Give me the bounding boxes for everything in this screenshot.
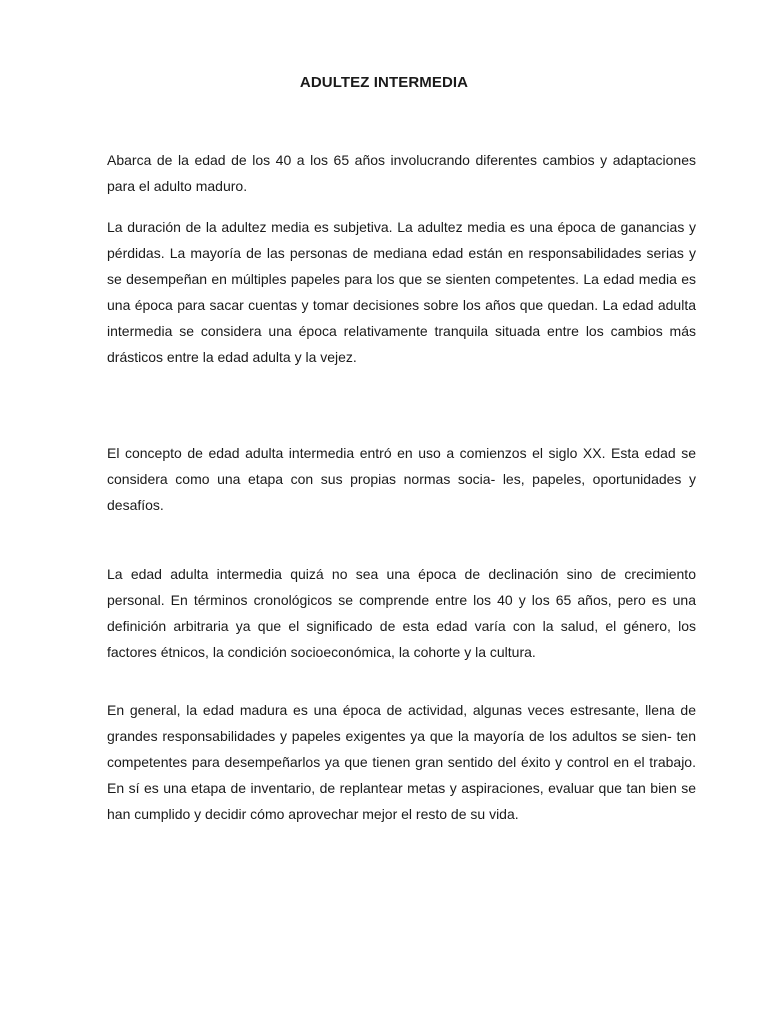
paragraph-duration: La duración de la adultez media es subjetiva. La adultez media es una época de ganancias y pérdidas. La mayoría de las personas de mediana edad están en responsabilidades serias y se desempeñan en múltiples papeles para los que se sienten competentes. La edad media es una época para sacar cuentas y tomar decisiones sobre los años que quedan. La edad adulta intermedia se considera una época relativamente tranquila situada entre los cambios más drásticos entre la edad adulta y la vejez.: [107, 219, 696, 365]
paragraph-concept: El concepto de edad adulta intermedia entró en uso a comienzos el siglo XX. Esta edad se considera como una etapa con sus propias normas socia- les, papeles, oportunidades y desafíos.: [107, 445, 696, 513]
paragraph-growth: La edad adulta intermedia quizá no sea una época de declinación sino de crecimiento personal. En términos cronológicos se comprende entre los 40 y los 65 años, pero es una definición arbitraria ya que el significado de esta edad varía con la salud, el género, los factores étnicos, la condición socioeconómica, la cohorte y la cultura.: [107, 566, 696, 660]
paragraph-activity: En general, la edad madura es una época de actividad, algunas veces estresante, llena de grandes responsabilidades y papeles exigentes ya que la mayoría de los adultos se sien- ten competentes para desempeñarlos ya que tienen gran sentido del éxito y control en el trabajo. En sí es una etapa de inventario, de replantear metas y aspiraciones, evaluar que tan bien se han cumplido y decidir cómo aprovechar mejor el resto de su vida.: [107, 702, 696, 822]
document-title: ADULTEZ INTERMEDIA: [299, 74, 469, 91]
paragraph-age-range: Abarca de la edad de los 40 a los 65 años involucrando diferentes cambios y adaptaciones para el adulto maduro.: [107, 152, 696, 194]
